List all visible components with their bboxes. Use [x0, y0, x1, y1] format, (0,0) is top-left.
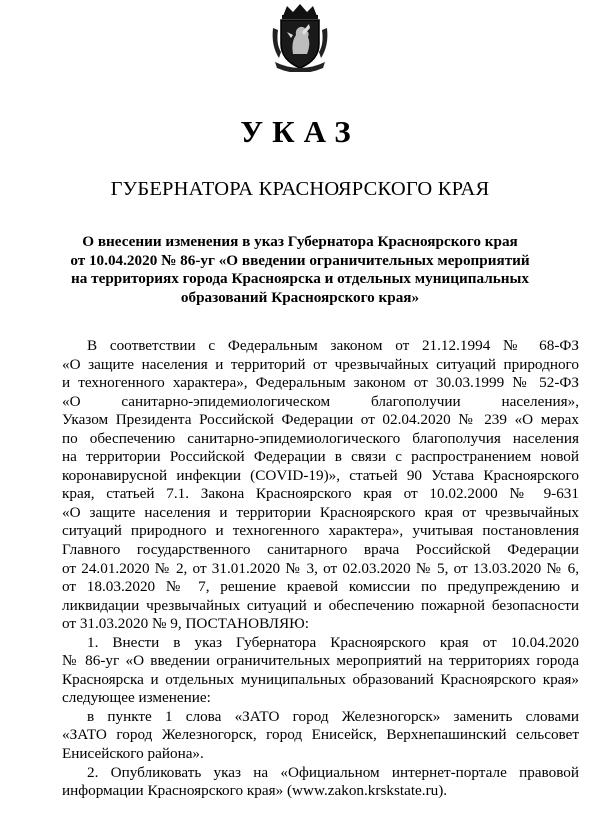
body-line: «ЗАТО город Железногорск, город Енисейск, Верхнепашинский сельсовет [62, 726, 579, 744]
body-line: «О защите населения и территорий от чрезвычайных ситуаций природного [62, 355, 579, 373]
body-line: информации Красноярского края» (www.zakon.krskstate.ru). [62, 782, 448, 800]
body-line: по обеспечению санитарно-эпидемиологического благополучия населения [62, 429, 579, 447]
body-line: В соответствии с Федеральным законом от 21.12.1994 № 68-ФЗ [87, 337, 579, 354]
body-line: от 31.03.2020 № 9, ПОСТАНОВЛЯЮ: [62, 615, 309, 633]
body-line: «О защите населения и территории Красноярского края от чрезвычайных [62, 503, 579, 521]
body-line: края, статьей 7.1. Закона Красноярского края от 10.02.2000 № 9-631 [62, 485, 579, 503]
body-line: Енисейского района». [62, 745, 204, 763]
body-line: следующее изменение: [62, 689, 211, 707]
krasnoyarsk-krai-coat-of-arms-icon [269, 2, 331, 72]
body-line: Главного государственного санитарного врача Российской Федерации [62, 541, 579, 559]
body-line: от 24.01.2020 № 2, от 31.01.2020 № 3, от 02.03.2020 № 5, от 13.03.2020 № 6, [62, 559, 579, 577]
body-line: ситуаций природного и техногенного характера», учитывая постановления [62, 522, 579, 540]
body-line: 2. Опубликовать указ на «Официальном интернет-портале правовой [87, 763, 579, 781]
heading-line: О внесении изменения в указ Губернатора Красноярского края [82, 233, 518, 250]
body-line: коронавирусной инфекции (COVID-19)», статьей 90 Устава Красноярского [62, 466, 579, 484]
body-line: Красноярска и отдельных муниципальных образований Красноярского края» [62, 670, 579, 688]
document-subtitle: ГУБЕРНАТОРА КРАСНОЯРСКОГО КРАЯ [110, 178, 490, 200]
document-title: УКАЗ [240, 114, 360, 149]
decree-body [62, 337, 579, 801]
body-line: № 86-уг «О введении ограничительных мероприятий на территориях города [62, 652, 579, 670]
body-line: в пункте 1 слова «ЗАТО город Железногорск» заменить словами [87, 707, 579, 725]
heading-line: образований Красноярского края» [180, 288, 420, 306]
body-line: 1. Внести в указ Губернатора Красноярского края от 10.04.2020 [87, 633, 579, 651]
body-line: Указом Президента Российской Федерации от 02.04.2020 № 239 «О мерах [62, 411, 579, 429]
body-line: ликвидации чрезвычайных ситуаций и обеспечению пожарной безопасности [62, 596, 579, 614]
body-line: от 18.03.2020 № 7, решение краевой комиссии по предупреждению и [62, 578, 579, 596]
heading-line: на территориях города Красноярска и отдельных муниципальных [71, 270, 529, 288]
body-line: «О санитарно-эпидемиологическом благополучии населения», [62, 392, 579, 410]
decree-heading [70, 233, 530, 307]
body-line: на территории Российской Федерации в связи с распространением новой [62, 448, 579, 466]
body-line: и техногенного характера», Федеральным законом от 30.03.1999 № 52-ФЗ [62, 374, 579, 392]
heading-line: от 10.04.2020 № 86-уг «О введении ограничительных мероприятий [70, 251, 530, 269]
